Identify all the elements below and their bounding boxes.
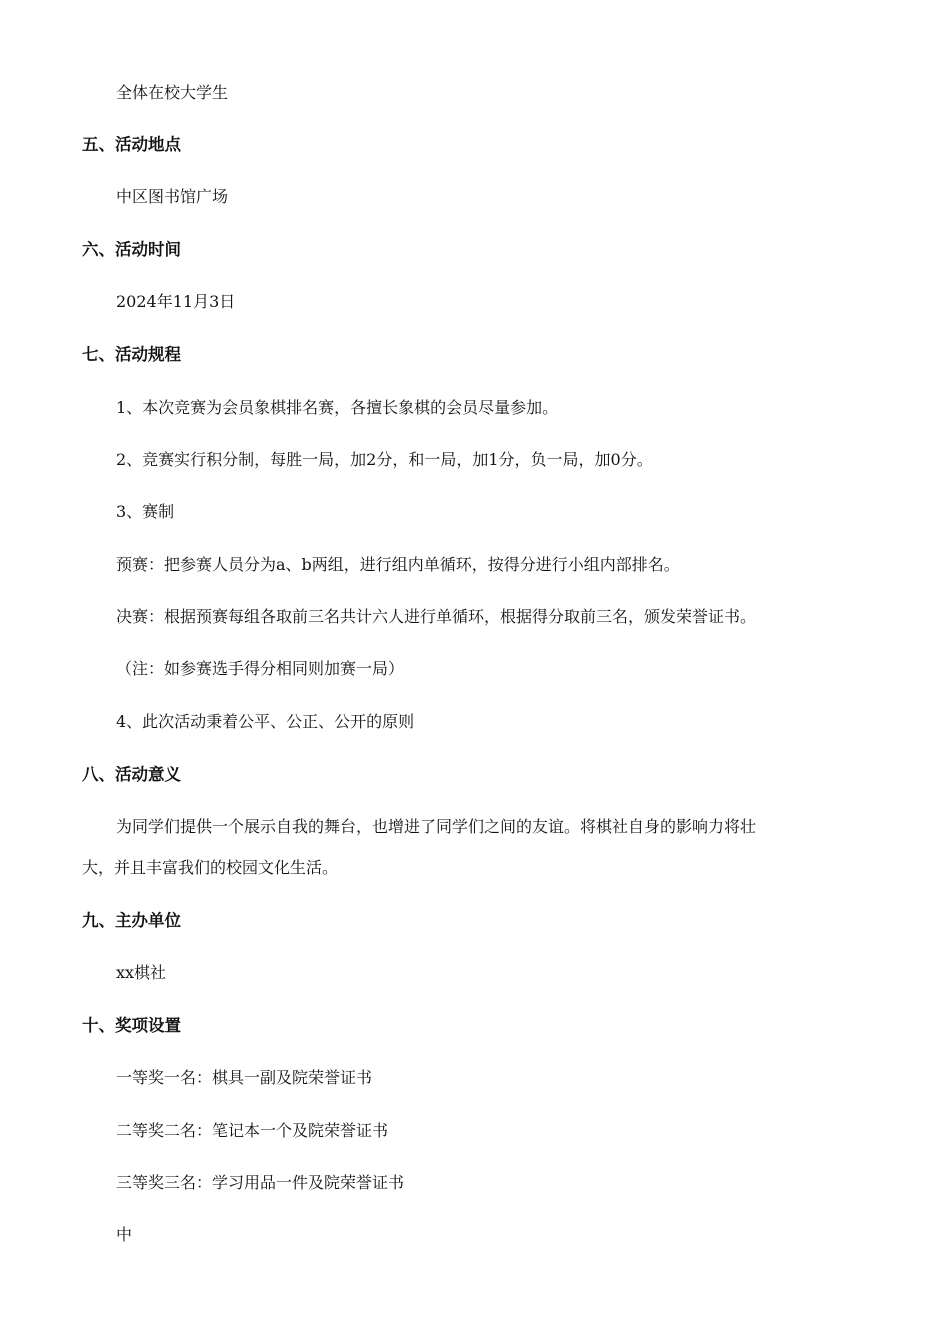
award-third-prize: 三等奖三名：学习用品一件及院荣誉证书 <box>116 1173 405 1192</box>
note-text: （注：如参赛选手得分相同则加赛一局） <box>116 659 405 678</box>
rule-item-1: 1、本次竞赛为会员象棋排名赛，各擅长象棋的会员尽量参加。 <box>116 398 559 417</box>
location-text: 中区图书馆广场 <box>116 187 229 206</box>
significance-text-line-2: 大，并且丰富我们的校园文化生活。 <box>82 858 339 877</box>
award-second-prize: 二等奖二名：笔记本一个及院荣誉证书 <box>116 1121 389 1140</box>
rule-item-4: 4、此次活动秉着公平、公正、公开的原则 <box>116 712 415 731</box>
section-heading-organizer: 九、主办单位 <box>82 911 181 930</box>
significance-text-line-1: 为同学们提供一个展示自我的舞台，也增进了同学们之间的友谊。将棋社自身的影响力将壮 <box>116 817 757 836</box>
organizer-text: xx棋社 <box>116 963 167 982</box>
section-heading-rules: 七、活动规程 <box>82 345 181 364</box>
award-first-prize: 一等奖一名：棋具一副及院荣誉证书 <box>116 1068 373 1087</box>
section-heading-significance: 八、活动意义 <box>82 765 181 784</box>
trailing-text: 中 <box>116 1225 133 1244</box>
prelim-text: 预赛：把参赛人员分为a、b两组，进行组内单循环，按得分进行小组内部排名。 <box>116 555 680 574</box>
rule-item-2: 2、竞赛实行积分制，每胜一局，加2分，和一局，加1分，负一局，加0分。 <box>116 450 653 469</box>
section-heading-awards: 十、奖项设置 <box>82 1016 181 1035</box>
final-text: 决赛：根据预赛每组各取前三名共计六人进行单循环，根据得分取前三名，颁发荣誉证书。 <box>116 607 757 626</box>
section-heading-location: 五、活动地点 <box>82 135 181 154</box>
participants-text: 全体在校大学生 <box>116 83 229 102</box>
section-heading-time: 六、活动时间 <box>82 240 181 259</box>
rule-item-3: 3、赛制 <box>116 502 175 521</box>
time-text: 2024年11月3日 <box>116 292 236 311</box>
